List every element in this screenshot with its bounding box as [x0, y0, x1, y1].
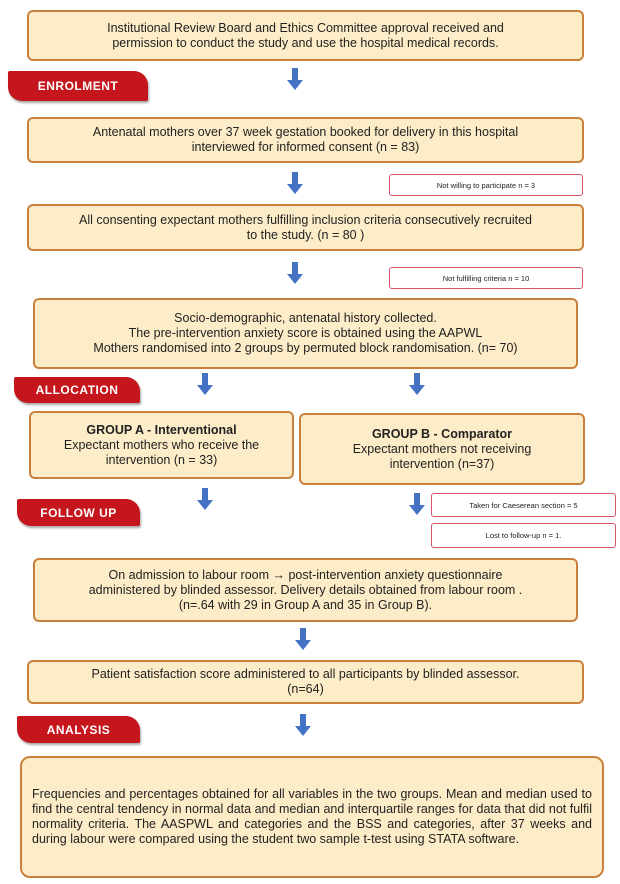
stage-allocation: ALLOCATION	[14, 377, 140, 403]
socio-line-3: Mothers randomised into 2 groups by permuted block randomisation. (n= 70)	[93, 341, 518, 355]
stage-enrolment: ENROLMENT	[8, 71, 148, 101]
down-arrow-icon	[287, 68, 303, 90]
group-b-line-1: Expectant mothers not receiving	[352, 441, 532, 456]
socio-demographic-box	[33, 298, 578, 369]
analysis-box	[20, 756, 604, 878]
socio-line-1: Socio-demographic, antenatal history collected.	[174, 311, 437, 325]
irb-approval-box	[27, 10, 584, 61]
down-arrow-icon	[409, 493, 425, 515]
group-a-line-1: Expectant mothers who receive the	[63, 437, 260, 452]
socio-line-2: The pre-intervention anxiety score is obtained using the AAPWL	[128, 326, 483, 340]
down-arrow-icon	[295, 714, 311, 736]
consenting-line-2: to the study. (n = 80 )	[246, 227, 365, 242]
down-arrow-icon	[409, 373, 425, 395]
group-b-box	[299, 413, 585, 485]
group-b-line-2: intervention (n=37)	[389, 456, 495, 471]
admission-line-1: On admission to labour room → post-intervention anxiety questionnaire	[108, 567, 503, 582]
group-b-title: GROUP B - Comparator	[371, 426, 513, 441]
down-arrow-icon	[287, 172, 303, 194]
group-a-line-2: intervention (n = 33)	[105, 452, 218, 467]
antenatal-line-2: interviewed for informed consent (n = 83)	[191, 140, 420, 154]
note-not-fulfilling: Not fulfilling criteria n = 10	[389, 267, 583, 289]
antenatal-line-1: Antenatal mothers over 37 week gestation booked for delivery in this hospital	[92, 125, 519, 139]
consenting-line-1: All consenting expectant mothers fulfilling inclusion criteria consecutively recruited	[79, 212, 532, 227]
admission-line-2: administered by blinded assessor. Delivery details obtained from labour room .	[88, 582, 523, 597]
note-not-willing: Not willing to participate n = 3	[389, 174, 583, 196]
antenatal-mothers-box	[27, 117, 584, 163]
down-arrow-icon	[295, 628, 311, 650]
admission-box	[33, 558, 578, 622]
note-caesarean: Taken for Caeserean section = 5	[431, 493, 616, 517]
satisfaction-line-1: Patient satisfaction score administered to all participants by blinded assessor.	[91, 667, 520, 681]
admission-line-3: (n=.64 with 29 in Group A and 35 in Group B).	[178, 597, 433, 612]
satisfaction-box	[27, 660, 584, 704]
group-a-title: GROUP A - Interventional	[86, 422, 237, 437]
satisfaction-line-2: (n=64)	[287, 682, 324, 696]
irb-line-1: Institutional Review Board and Ethics Committee approval received and	[107, 20, 504, 35]
down-arrow-icon	[197, 488, 213, 510]
note-lost-to-follow-up: Lost to follow-up n = 1.	[431, 523, 616, 548]
analysis-text: Frequencies and percentages obtained for all variables in the two groups. Mean and median used to find the central tendency in normal data and median and interquartile ranges for data that did not fulfil normality criteria. The AASPWL and categories and the BSS and categories, after 37 weeks and during labour were compared using the student two sample t-test using STATA software.	[32, 787, 592, 846]
consenting-mothers-box	[27, 204, 584, 251]
group-a-box	[29, 411, 294, 479]
down-arrow-icon	[197, 373, 213, 395]
stage-analysis: ANALYSIS	[17, 716, 140, 743]
stage-follow-up: FOLLOW UP	[17, 499, 140, 526]
irb-line-2: permission to conduct the study and use the hospital medical records.	[112, 35, 499, 50]
down-arrow-icon	[287, 262, 303, 284]
